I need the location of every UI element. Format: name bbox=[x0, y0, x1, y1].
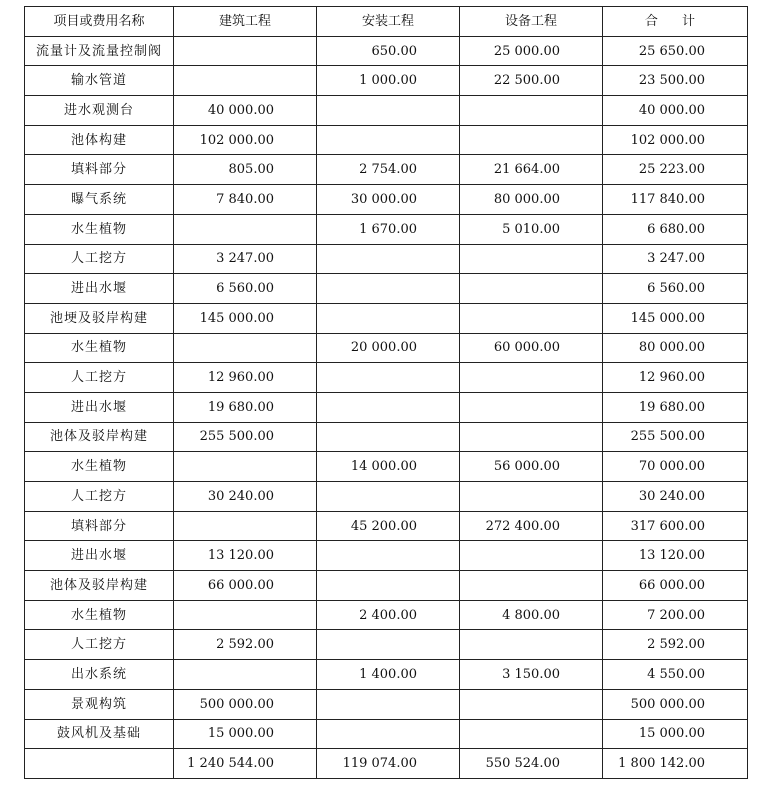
cell-equipment bbox=[460, 719, 603, 749]
cell-item-name: 进水观测台 bbox=[25, 96, 174, 126]
cell-item-name: 池体及驳岸构建 bbox=[25, 571, 174, 601]
table-row bbox=[25, 660, 748, 690]
table-row bbox=[25, 96, 748, 126]
cell-total: 13 120.00 bbox=[603, 541, 748, 571]
cell-total: 6 680.00 bbox=[603, 214, 748, 244]
cell-construction: 66 000.00 bbox=[174, 571, 317, 601]
cell-total: 7 200.00 bbox=[603, 600, 748, 630]
cell-construction bbox=[174, 452, 317, 482]
cell-item-name: 水生植物 bbox=[25, 600, 174, 630]
cell-equipment bbox=[460, 482, 603, 512]
cell-construction: 145 000.00 bbox=[174, 303, 317, 333]
cell-item-name: 进出水堰 bbox=[25, 541, 174, 571]
table-row bbox=[25, 185, 748, 215]
header-item-name: 项目或费用名称 bbox=[25, 7, 174, 37]
table-row bbox=[25, 392, 748, 422]
table-row bbox=[25, 719, 748, 749]
cell-construction bbox=[174, 214, 317, 244]
cell-total: 23 500.00 bbox=[603, 66, 748, 96]
cell-equipment bbox=[460, 689, 603, 719]
cell-total: 66 000.00 bbox=[603, 571, 748, 601]
table-row bbox=[25, 274, 748, 304]
table-row bbox=[25, 303, 748, 333]
table-row bbox=[25, 600, 748, 630]
cell-item-name: 曝气系统 bbox=[25, 185, 174, 215]
table-row bbox=[25, 630, 748, 660]
cell-item-name: 池体构建 bbox=[25, 125, 174, 155]
cell-item-name: 输水管道 bbox=[25, 66, 174, 96]
cell-construction bbox=[174, 333, 317, 363]
cell-total: 70 000.00 bbox=[603, 452, 748, 482]
table-row bbox=[25, 125, 748, 155]
cell-construction: 15 000.00 bbox=[174, 719, 317, 749]
cell-installation bbox=[317, 125, 460, 155]
cell-item-name bbox=[25, 749, 174, 779]
cell-item-name: 水生植物 bbox=[25, 452, 174, 482]
cell-item-name: 水生植物 bbox=[25, 214, 174, 244]
cell-equipment: 80 000.00 bbox=[460, 185, 603, 215]
cell-equipment bbox=[460, 274, 603, 304]
cell-installation bbox=[317, 571, 460, 601]
cell-total: 19 680.00 bbox=[603, 392, 748, 422]
cell-total: 3 247.00 bbox=[603, 244, 748, 274]
cell-construction: 19 680.00 bbox=[174, 392, 317, 422]
cell-item-name: 填料部分 bbox=[25, 155, 174, 185]
cell-item-name: 池埂及驳岸构建 bbox=[25, 303, 174, 333]
cell-equipment bbox=[460, 392, 603, 422]
cell-equipment: 550 524.00 bbox=[460, 749, 603, 779]
cell-installation bbox=[317, 303, 460, 333]
table-row bbox=[25, 571, 748, 601]
cell-item-name: 人工挖方 bbox=[25, 630, 174, 660]
cell-installation bbox=[317, 244, 460, 274]
table-row bbox=[25, 482, 748, 512]
cell-total: 145 000.00 bbox=[603, 303, 748, 333]
cell-total: 1 800 142.00 bbox=[603, 749, 748, 779]
cell-item-name: 流量计及流量控制阀 bbox=[25, 36, 174, 66]
cell-construction: 255 500.00 bbox=[174, 422, 317, 452]
cost-table-container bbox=[24, 6, 748, 779]
cell-installation: 2 400.00 bbox=[317, 600, 460, 630]
cell-equipment bbox=[460, 303, 603, 333]
cell-total: 255 500.00 bbox=[603, 422, 748, 452]
cell-installation: 45 200.00 bbox=[317, 511, 460, 541]
cell-construction: 7 840.00 bbox=[174, 185, 317, 215]
table-row bbox=[25, 363, 748, 393]
cell-installation bbox=[317, 422, 460, 452]
cell-total: 15 000.00 bbox=[603, 719, 748, 749]
cell-construction: 500 000.00 bbox=[174, 689, 317, 719]
cell-installation bbox=[317, 541, 460, 571]
cell-equipment bbox=[460, 125, 603, 155]
cell-total: 6 560.00 bbox=[603, 274, 748, 304]
table-row bbox=[25, 452, 748, 482]
cell-item-name: 进出水堰 bbox=[25, 392, 174, 422]
cell-item-name: 景观构筑 bbox=[25, 689, 174, 719]
cell-item-name: 水生植物 bbox=[25, 333, 174, 363]
cell-installation bbox=[317, 363, 460, 393]
table-row bbox=[25, 422, 748, 452]
cell-equipment: 60 000.00 bbox=[460, 333, 603, 363]
cell-item-name: 池体及驳岸构建 bbox=[25, 422, 174, 452]
cell-installation bbox=[317, 630, 460, 660]
cell-equipment: 22 500.00 bbox=[460, 66, 603, 96]
table-row bbox=[25, 541, 748, 571]
table-row bbox=[25, 333, 748, 363]
table-row bbox=[25, 244, 748, 274]
cell-installation: 1 400.00 bbox=[317, 660, 460, 690]
cell-installation: 20 000.00 bbox=[317, 333, 460, 363]
cell-construction bbox=[174, 66, 317, 96]
cell-item-name: 填料部分 bbox=[25, 511, 174, 541]
cell-installation: 30 000.00 bbox=[317, 185, 460, 215]
cell-total: 25 650.00 bbox=[603, 36, 748, 66]
cell-total: 12 960.00 bbox=[603, 363, 748, 393]
cell-equipment bbox=[460, 96, 603, 126]
cell-total: 117 840.00 bbox=[603, 185, 748, 215]
cell-total: 30 240.00 bbox=[603, 482, 748, 512]
cell-construction: 6 560.00 bbox=[174, 274, 317, 304]
cell-construction: 40 000.00 bbox=[174, 96, 317, 126]
cell-construction bbox=[174, 600, 317, 630]
cell-item-name: 人工挖方 bbox=[25, 482, 174, 512]
cell-total: 25 223.00 bbox=[603, 155, 748, 185]
header-row bbox=[25, 7, 748, 37]
cell-total: 4 550.00 bbox=[603, 660, 748, 690]
cell-installation: 2 754.00 bbox=[317, 155, 460, 185]
cell-equipment bbox=[460, 422, 603, 452]
cell-installation: 119 074.00 bbox=[317, 749, 460, 779]
header-installation: 安装工程 bbox=[317, 7, 460, 37]
cell-installation bbox=[317, 274, 460, 304]
table-row bbox=[25, 155, 748, 185]
cell-construction: 2 592.00 bbox=[174, 630, 317, 660]
cell-equipment bbox=[460, 244, 603, 274]
cell-equipment: 25 000.00 bbox=[460, 36, 603, 66]
table-body bbox=[25, 36, 748, 778]
cell-equipment bbox=[460, 630, 603, 660]
cell-equipment: 5 010.00 bbox=[460, 214, 603, 244]
cell-equipment: 21 664.00 bbox=[460, 155, 603, 185]
cell-construction: 13 120.00 bbox=[174, 541, 317, 571]
cell-item-name: 人工挖方 bbox=[25, 244, 174, 274]
cell-construction bbox=[174, 511, 317, 541]
cell-construction: 1 240 544.00 bbox=[174, 749, 317, 779]
cell-installation bbox=[317, 392, 460, 422]
header-construction: 建筑工程 bbox=[174, 7, 317, 37]
cell-construction: 3 247.00 bbox=[174, 244, 317, 274]
table-header bbox=[25, 7, 748, 37]
cell-installation: 1 000.00 bbox=[317, 66, 460, 96]
cell-construction: 12 960.00 bbox=[174, 363, 317, 393]
table-row bbox=[25, 749, 748, 779]
cost-table bbox=[24, 6, 748, 779]
table-row bbox=[25, 689, 748, 719]
cell-construction: 30 240.00 bbox=[174, 482, 317, 512]
cell-equipment bbox=[460, 363, 603, 393]
cell-installation bbox=[317, 482, 460, 512]
cell-installation: 14 000.00 bbox=[317, 452, 460, 482]
table-row bbox=[25, 214, 748, 244]
cell-construction bbox=[174, 36, 317, 66]
cell-total: 500 000.00 bbox=[603, 689, 748, 719]
cell-total: 80 000.00 bbox=[603, 333, 748, 363]
cell-item-name: 进出水堰 bbox=[25, 274, 174, 304]
cell-total: 40 000.00 bbox=[603, 96, 748, 126]
cell-equipment bbox=[460, 571, 603, 601]
cell-construction: 805.00 bbox=[174, 155, 317, 185]
cell-item-name: 鼓风机及基础 bbox=[25, 719, 174, 749]
cell-item-name: 人工挖方 bbox=[25, 363, 174, 393]
cell-equipment: 4 800.00 bbox=[460, 600, 603, 630]
cell-installation bbox=[317, 689, 460, 719]
cell-total: 317 600.00 bbox=[603, 511, 748, 541]
table-row bbox=[25, 36, 748, 66]
cell-installation: 650.00 bbox=[317, 36, 460, 66]
cell-construction bbox=[174, 660, 317, 690]
header-equipment: 设备工程 bbox=[460, 7, 603, 37]
cell-item-name: 出水系统 bbox=[25, 660, 174, 690]
cell-total: 2 592.00 bbox=[603, 630, 748, 660]
cell-installation: 1 670.00 bbox=[317, 214, 460, 244]
cell-construction: 102 000.00 bbox=[174, 125, 317, 155]
cell-equipment: 56 000.00 bbox=[460, 452, 603, 482]
cell-installation bbox=[317, 96, 460, 126]
table-row bbox=[25, 511, 748, 541]
header-total: 合 计 bbox=[603, 7, 748, 37]
table-row bbox=[25, 66, 748, 96]
cell-equipment bbox=[460, 541, 603, 571]
cell-installation bbox=[317, 719, 460, 749]
cell-total: 102 000.00 bbox=[603, 125, 748, 155]
cell-equipment: 272 400.00 bbox=[460, 511, 603, 541]
cell-equipment: 3 150.00 bbox=[460, 660, 603, 690]
